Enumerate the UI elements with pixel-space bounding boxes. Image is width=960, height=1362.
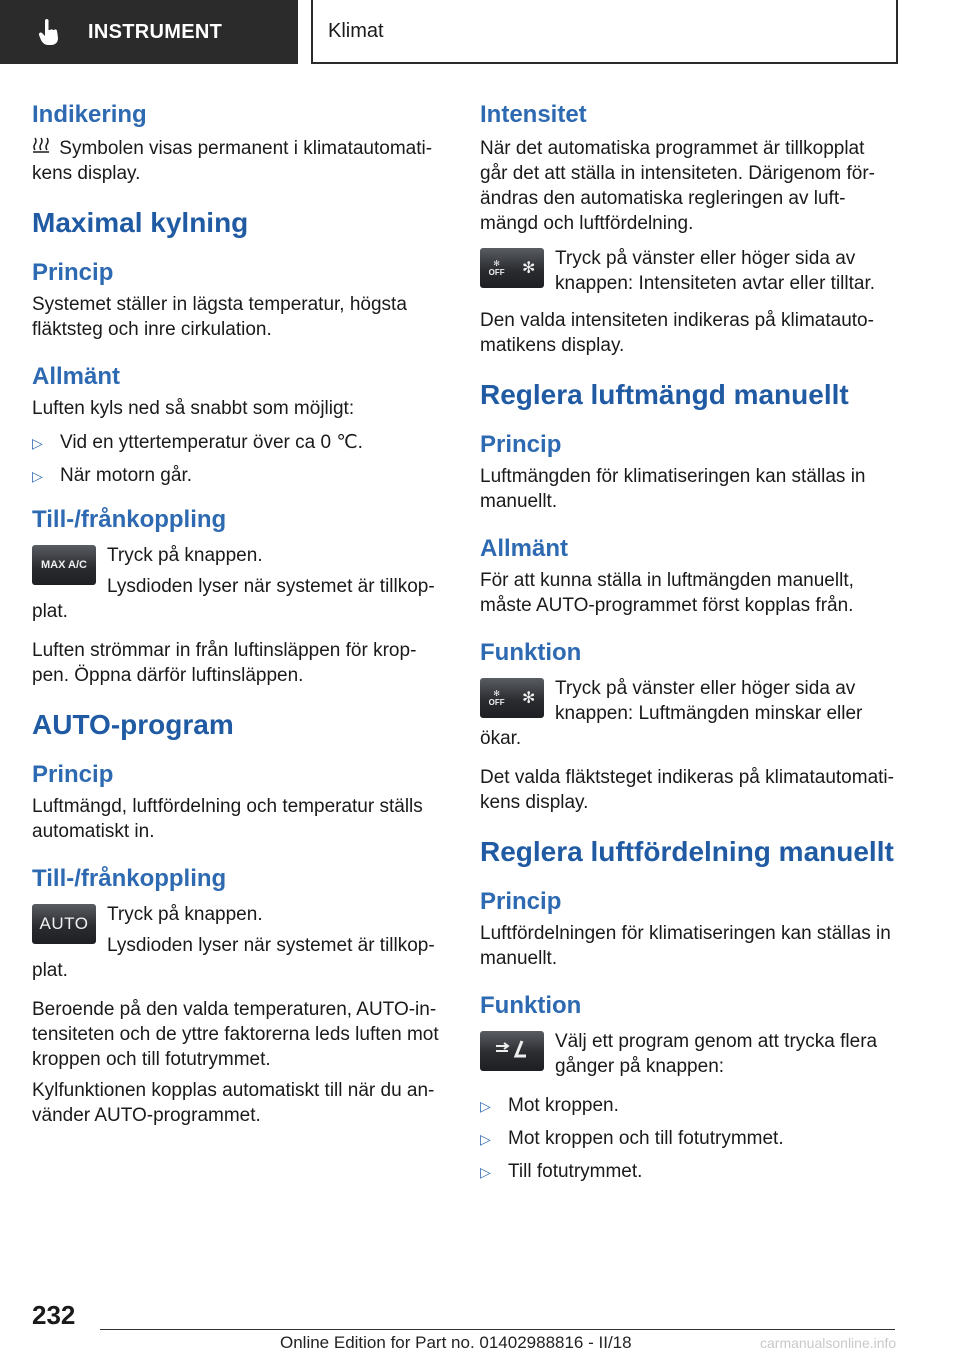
list-item-text: Mot kroppen. (508, 1095, 619, 1116)
heading-allmant: Allmänt (32, 363, 121, 391)
heading-reglera-luftfordelning: Reglera luftfördelning manuellt (480, 836, 894, 867)
princip-text: Luftfördelningen för klimatiseringen kan ställas in manuellt. (480, 923, 891, 969)
luften-text: Luften strömmar in från luftinsläppen för krop-pen. Öppna därför luftinsläppen. (32, 640, 417, 687)
intensitet-button-text: Tryck på vänster eller höger sida av knappen: Intensiteten avtar eller tilltar. (555, 248, 876, 294)
edition-text: Online Edition for Part no. 01402988816 - II/18 (280, 1333, 632, 1352)
princip-text: Systemet ställer in lägsta temperatur, högsta fläktsteg och inre cirkulation. (32, 294, 407, 341)
list-item-text: Till fotutrymmet. (508, 1161, 643, 1182)
chapter-title: Klimat (328, 19, 384, 42)
heading-princip: Princip (32, 761, 114, 789)
fan-icon: ✻ (521, 690, 536, 707)
triangle-bullet-icon: ▷ (32, 468, 43, 485)
heading-allmant: Allmänt (480, 535, 569, 562)
maxac-instruction (32, 543, 447, 624)
beroende-text: Beroende på den valda temperaturen, AUTO-in-tensiteten och de yttre faktorerna leds luften mot kroppen och till fotutrymmet. (32, 999, 439, 1071)
watermark: carmanualsonline.info (760, 1335, 897, 1351)
auto-instruction (32, 902, 447, 983)
funktion-instruction (480, 676, 895, 751)
list-item (480, 1126, 895, 1152)
allmant-text: För att kunna ställa in luftmängden manuellt, måste AUTO-programmet först kopplas från. (480, 570, 854, 616)
page-number: 232 (32, 1300, 76, 1330)
list-item (32, 463, 447, 489)
lysdiod-text: Lysdioden lyser när systemet är tillkop-plat. (32, 935, 435, 982)
fan-off-icon: ✻ OFF (488, 689, 505, 707)
bullet-list (32, 430, 447, 489)
allmant-text: Luften kyls ned så snabbt som möjligt: (32, 398, 355, 420)
seat-airflow-icon (492, 1038, 532, 1064)
heading-auto-program: AUTO-program (32, 709, 234, 741)
defrost-icon (32, 136, 54, 161)
footer-divider (100, 1329, 895, 1330)
list-item-text: När motorn går. (60, 465, 192, 487)
section-tab (0, 0, 298, 64)
section-title: INSTRUMENT (88, 20, 223, 43)
triangle-bullet-icon: ▷ (480, 1164, 491, 1180)
right-column (480, 100, 895, 1192)
bullet-list (480, 1093, 895, 1185)
heading-intensitet: Intensitet (480, 101, 587, 128)
triangle-bullet-icon: ▷ (32, 435, 43, 452)
heading-princip: Princip (480, 431, 562, 458)
list-item-text: Mot kroppen och till fotutrymmet. (508, 1128, 784, 1149)
list-item (480, 1093, 895, 1119)
hand-pointer-icon (38, 17, 66, 47)
triangle-bullet-icon: ▷ (480, 1098, 491, 1114)
flaktsteg-text: Det valda fläktsteget indikeras på klimatautomati-kens display. (480, 767, 894, 813)
kylfunktion-text: Kylfunktionen kopplas automatiskt till när du an-vänder AUTO-programmet. (32, 1080, 435, 1127)
heading-funktion: Funktion (480, 639, 582, 666)
tryck-text: Tryck på knappen. (107, 904, 263, 926)
indikering-paragraph (32, 136, 447, 186)
fan-button-image (480, 678, 544, 718)
funktion-button-text: Tryck på vänster eller höger sida av knappen: Luftmängden minskar eller ökar. (480, 678, 863, 749)
left-column (32, 100, 447, 1128)
heading-princip: Princip (32, 259, 114, 287)
princip-text: Luftmängden för klimatiseringen kan ställas in manuellt. (480, 466, 866, 512)
heading-till-frankoppling: Till-/frånkoppling (32, 865, 227, 893)
heading-maximal-kylning: Maximal kylning (32, 207, 249, 239)
triangle-bullet-icon: ▷ (480, 1131, 491, 1147)
list-item (480, 1159, 895, 1185)
luftfordelning-button-text: Välj ett program genom att trycka flera gånger på knappen: (555, 1031, 878, 1077)
auto-button-image: AUTO (32, 904, 96, 944)
indikering-text: Symbolen visas permanent i klimatautomati-kens display. (32, 138, 433, 185)
chapter-tab (311, 0, 898, 64)
list-item-text: Vid en yttertemperatur över ca 0 ℃. (60, 432, 363, 454)
fan-button-image (480, 248, 544, 288)
valda-intensitet-text: Den valda intensiteten indikeras på klimatauto-matikens display. (480, 310, 874, 356)
tryck-text: Tryck på knappen. (107, 545, 263, 567)
air-distribution-button-image (480, 1031, 544, 1071)
intensitet-instruction (480, 246, 895, 296)
princip-text: Luftmängd, luftfördelning och temperatur ställs automatiskt in. (32, 796, 423, 843)
heading-funktion: Funktion (480, 992, 582, 1019)
lysdiod-text: Lysdioden lyser när systemet är tillkop-plat. (32, 576, 435, 623)
luftfordelning-instruction (480, 1029, 895, 1079)
list-item (32, 430, 447, 456)
heading-till-frankoppling: Till-/frånkoppling (32, 506, 227, 534)
fan-off-icon: ✻ OFF (488, 259, 505, 277)
heading-reglera-luftmangd: Reglera luftmängd manuellt (480, 379, 849, 410)
max-ac-button-image: MAX A/C (32, 545, 96, 585)
heading-indikering: Indikering (32, 101, 147, 128)
intensitet-text: När det automatiska programmet är tillkopplat går det att ställa in intensiteten. Därigenom för-ändras den automatiska regleringen av luft-mängd och luftfördelning. (480, 138, 875, 234)
fan-icon: ✻ (521, 260, 536, 277)
heading-princip: Princip (480, 888, 562, 915)
